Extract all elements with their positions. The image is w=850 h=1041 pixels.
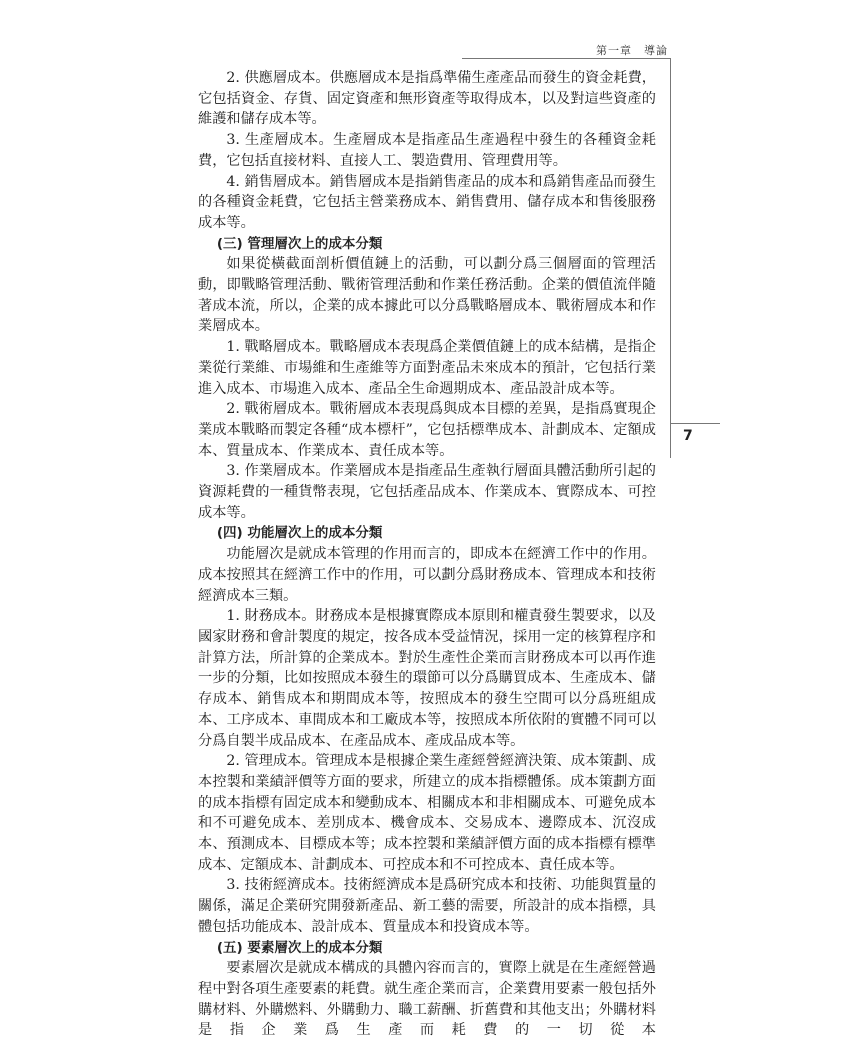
- paragraph: 1. 財務成本。財務成本是根據實際成本原則和權責發生製要求，以及國家財務和會計製度的規定，按各成本受益情況，採用一定的核算程序和計算方法，所計算的企業成本。對於生產性企業而言財務成本可以再作進一步的分類，比如按照成本發生的環節可以分爲購買成本、生產成本、儲存成本、銷售成本和期間成本等，按照成本的發生空間可以分爲班組成本、工序成本、車間成本和工廠成本等，按照成本所依附的實體不同可以分爲自製半成品成本、在產品成本、產成品成本等。: [198, 608, 656, 749]
- paragraph: 2. 戰術層成本。戰術層成本表現爲與成本目標的差異，是指爲實現企業成本戰略而製定各種“成本標杆”，它包括標準成本、計劃成本、定額成本、質量成本、作業成本、責任成本等。: [198, 401, 656, 459]
- page-number: 7: [683, 428, 693, 444]
- paragraph: 4. 銷售層成本。銷售層成本是指銷售產品的成本和爲銷售產品而發生的各種資金耗費，它包括主營業務成本、銷售費用、儲存成本和售後服務成本等。: [198, 173, 656, 231]
- paragraph: 2. 管理成本。管理成本是根據企業生產經營經濟決策、成本策劃、成本控製和業績評價等方面的要求，所建立的成本指標體係。成本策劃方面的成本指標有固定成本和變動成本、相關成本和非相關成本、可避免成本和不可避免成本、差別成本、機會成本、交易成本、邊際成本、沉沒成本、預測成本、目標成本等；成本控製和業績評價方面的成本指標有標準成本、定額成本、計劃成本、可控成本和不可控成本、責任成本等。: [198, 753, 656, 873]
- paragraph: 1. 戰略層成本。戰略層成本表現爲企業價值鏈上的成本結構，是指企業從行業維、市場維和生產維等方面對產品未來成本的預計，它包括行業進入成本、市場進入成本、產品全生命週期成本、產品設計成本等。: [198, 339, 656, 397]
- section-heading: (四) 功能層次上的成本分類: [216, 525, 383, 542]
- page-body: [198, 68, 656, 1041]
- section-heading: (三) 管理層次上的成本分類: [216, 235, 383, 252]
- paragraph: 3. 技術經濟成本。技術經濟成本是爲研究成本和技術、功能與質量的關係，滿足企業研究開發新產品、新工藝的需要，所設計的成本指標，具體包括功能成本、設計成本、質量成本和投資成本等。: [198, 877, 656, 935]
- header-rule: [462, 58, 671, 59]
- paragraph: 3. 作業層成本。作業層成本是指產品生產執行層面具體活動所引起的資源耗費的一種貨幣表現，它包括產品成本、作業成本、實際成本、可控成本等。: [198, 463, 656, 521]
- page-tab-rule: [670, 423, 720, 424]
- paragraph: 如果從橫截面剖析價值鏈上的活動，可以劃分爲三個層面的管理活動，即戰略管理活動、戰術管理活動和作業任務活動。企業的價值流伴隨著成本流，所以，企業的成本據此可以分爲戰略層成本、戰術層成本和作業層成本。: [198, 256, 656, 335]
- running-header: 第一章 導論: [596, 44, 668, 57]
- paragraph: 功能層次是就成本管理的作用而言的，即成本在經濟工作中的作用。成本按照其在經濟工作中的作用，可以劃分爲財務成本、管理成本和技術經濟成本三類。: [198, 546, 656, 604]
- margin-rule: [670, 58, 671, 458]
- paragraph: 要素層次是就成本構成的具體內容而言的，實際上就是在生產經營過程中對各項生產要素的耗費。就生產企業而言，企業費用要素一般包括外購材料、外購燃料、外購動力、職工薪酬、折舊費和其他支出；外購材料是指企業爲生產而耗費的一切從本: [198, 960, 656, 1039]
- paragraph: 2. 供應層成本。供應層成本是指爲準備生產產品而發生的資金耗費，它包括資金、存貨、固定資產和無形資產等取得成本，以及對這些資產的維護和儲存成本等。: [198, 70, 656, 128]
- section-heading: (五) 要素層次上的成本分類: [216, 939, 383, 956]
- paragraph: 3. 生產層成本。生產層成本是指產品生產過程中發生的各種資金耗費，它包括直接材料、直接人工、製造費用、管理費用等。: [198, 132, 656, 169]
